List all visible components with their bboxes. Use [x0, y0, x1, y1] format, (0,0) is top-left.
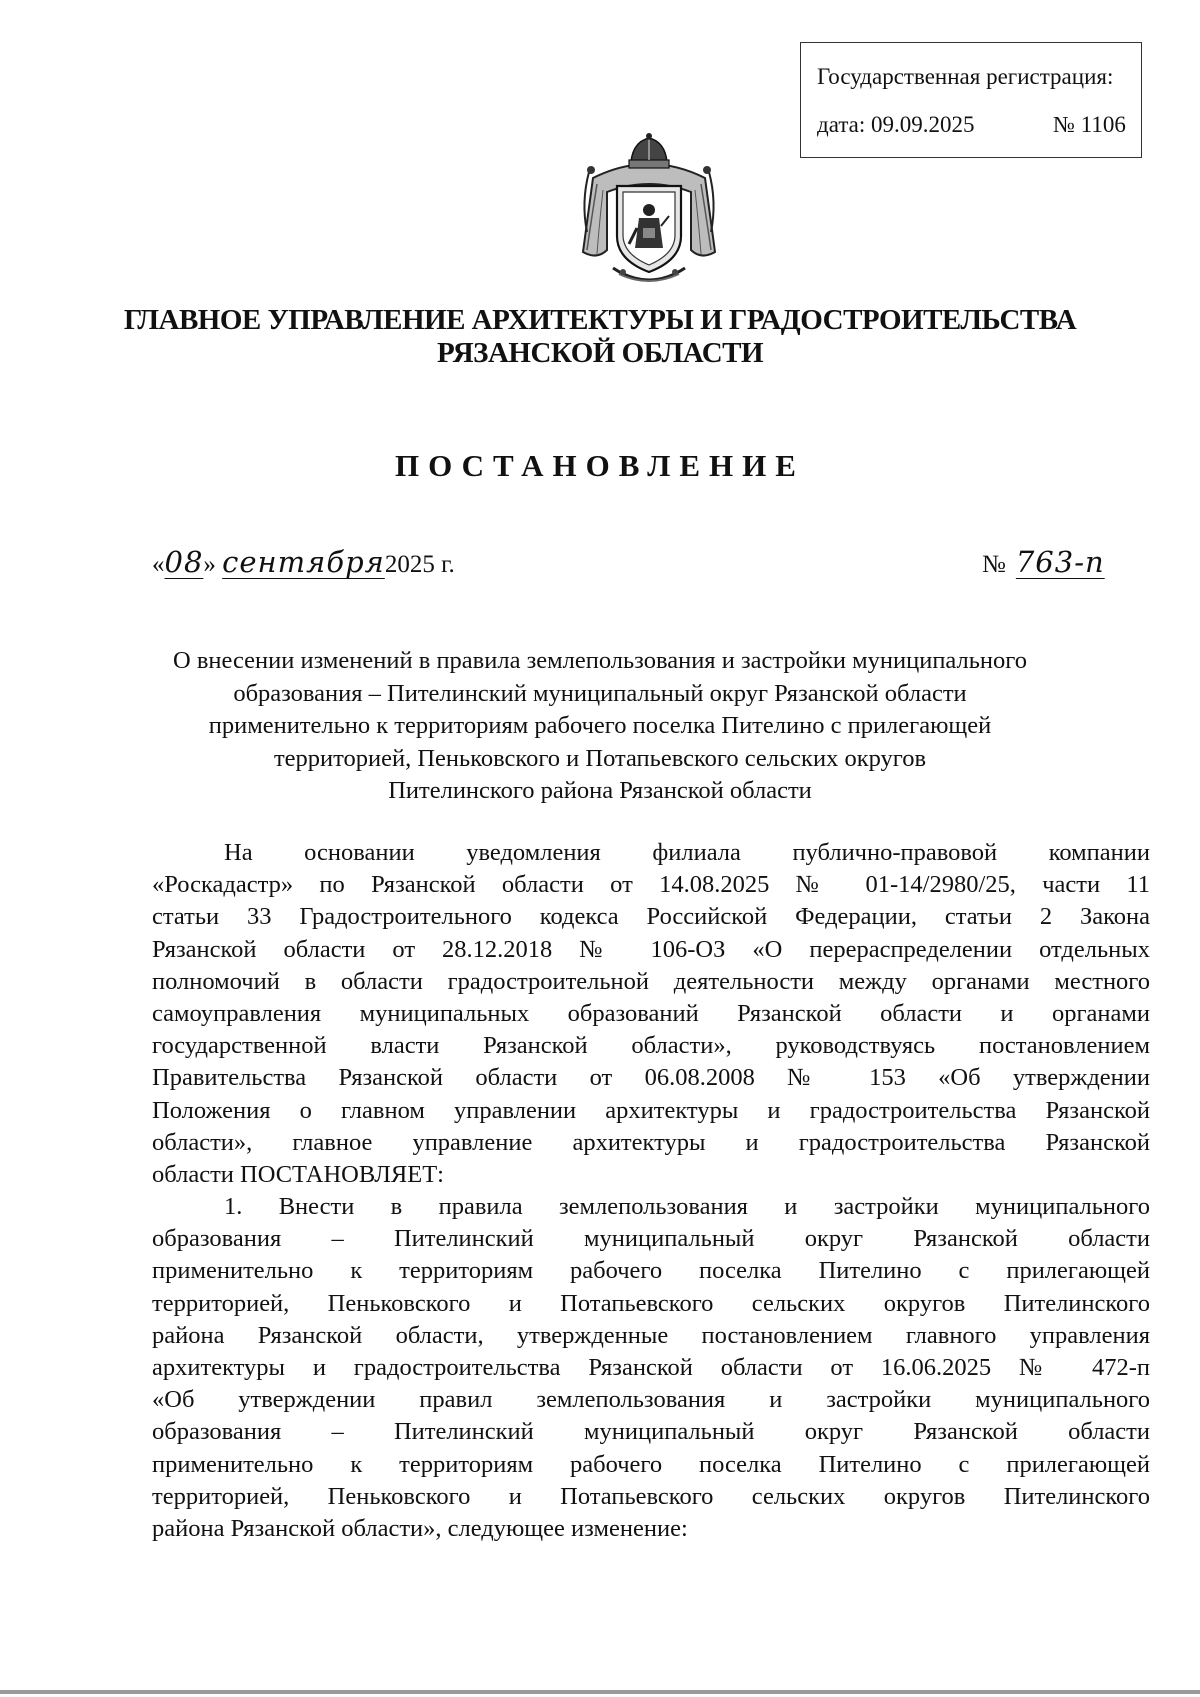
- registration-label: Государственная регистрация:: [817, 64, 1114, 89]
- body-line: применительно к территориям рабочего поселка Пителино с прилегающей: [152, 1257, 1150, 1285]
- date-year: 2025 г.: [384, 551, 455, 578]
- document-subject: [150, 645, 1050, 808]
- body-line: архитектуры и градостроительства Рязанской области от 16.06.2025 № 472-п: [152, 1354, 1150, 1381]
- body-line: Рязанской области от 28.12.2018 № 106-ОЗ «О перераспределении отдельных: [152, 935, 1150, 963]
- date-month: сентября: [222, 545, 385, 579]
- page-bottom-edge: [0, 1690, 1200, 1694]
- body-line: образования – Пителинский муниципальный округ Рязанской области: [152, 1225, 1150, 1253]
- body-line: «Об утверждении правил землепользования и застройки муниципального: [152, 1386, 1150, 1414]
- body-line: области ПОСТАНОВЛЯЕТ:: [152, 1160, 444, 1188]
- body-line: образования – Пителинский муниципальный округ Рязанской области: [152, 1418, 1150, 1446]
- subject-line: О внесении изменений в правила землепользования и застройки муниципального: [173, 647, 1027, 674]
- organization-title-line1: ГЛАВНОЕ УПРАВЛЕНИЕ АРХИТЕКТУРЫ И ГРАДОСТРОИТЕЛЬСТВА: [123, 304, 1077, 336]
- date-close-quote: »: [203, 551, 216, 578]
- body-line: территорией, Пеньковского и Потапьевского сельских округов Пителинского: [152, 1482, 1150, 1510]
- body-line: территорией, Пеньковского и Потапьевского сельских округов Пителинского: [152, 1289, 1150, 1317]
- subject-line: территорией, Пеньковского и Потапьевского сельских округов: [273, 744, 927, 772]
- body-line: района Рязанской области, утвержденные постановлением главного управления: [152, 1321, 1150, 1349]
- date-day: 08: [164, 545, 204, 579]
- body-line: самоуправления муниципальных образований Рязанской области и органами: [152, 999, 1150, 1027]
- registration-stamp: [800, 42, 1142, 158]
- body-line: «Роскадастр» по Рязанской области от 14.08.2025 № 01-14/2980/25, части 11: [152, 871, 1150, 899]
- document-type-heading: ПОСТАНОВЛЕНИЕ: [395, 448, 805, 483]
- subject-line: Пителинского района Рязанской области: [388, 777, 812, 804]
- body-line: района Рязанской области», следующее изменение:: [152, 1514, 688, 1542]
- registration-number: № 1106: [1053, 112, 1126, 137]
- document-body: [152, 837, 1150, 1545]
- number-label: №: [982, 551, 1006, 578]
- body-line: 1. Внести в правила землепользования и застройки муниципального: [224, 1193, 1150, 1221]
- registration-date: дата: 09.09.2025: [817, 112, 975, 137]
- body-line: применительно к территориям рабочего поселка Пителино с прилегающей: [152, 1450, 1150, 1478]
- body-line: полномочий в области градостроительной деятельности между органами местного: [152, 967, 1150, 995]
- ryazan-coat-of-arms-icon: [573, 132, 725, 292]
- body-line: На основании уведомления филиала публично-правовой компании: [224, 839, 1150, 866]
- body-line: Положения о главном управлении архитектуры и градостроительства Рязанской: [152, 1096, 1150, 1124]
- date-open-quote: «: [152, 551, 165, 578]
- body-line: государственной власти Рязанской области», руководствуясь постановлением: [152, 1032, 1150, 1060]
- subject-line: применительно к территориям рабочего поселка Пителино с прилегающей: [208, 712, 992, 739]
- body-line: Правительства Рязанской области от 06.08.2008 № 153 «Об утверждении: [152, 1064, 1150, 1092]
- subject-line: образования – Пителинский муниципальный округ Рязанской области: [233, 679, 967, 707]
- organization-title-line2: РЯЗАНСКОЙ ОБЛАСТИ: [436, 337, 764, 369]
- body-line: статьи 33 Градостроительного кодекса Российской Федерации, статьи 2 Закона: [152, 903, 1150, 931]
- body-line: области», главное управление архитектуры и градостроительства Рязанской: [152, 1128, 1150, 1156]
- document-date: [152, 545, 455, 579]
- document-number: [982, 545, 1124, 579]
- number-value: 763-п: [1015, 545, 1105, 579]
